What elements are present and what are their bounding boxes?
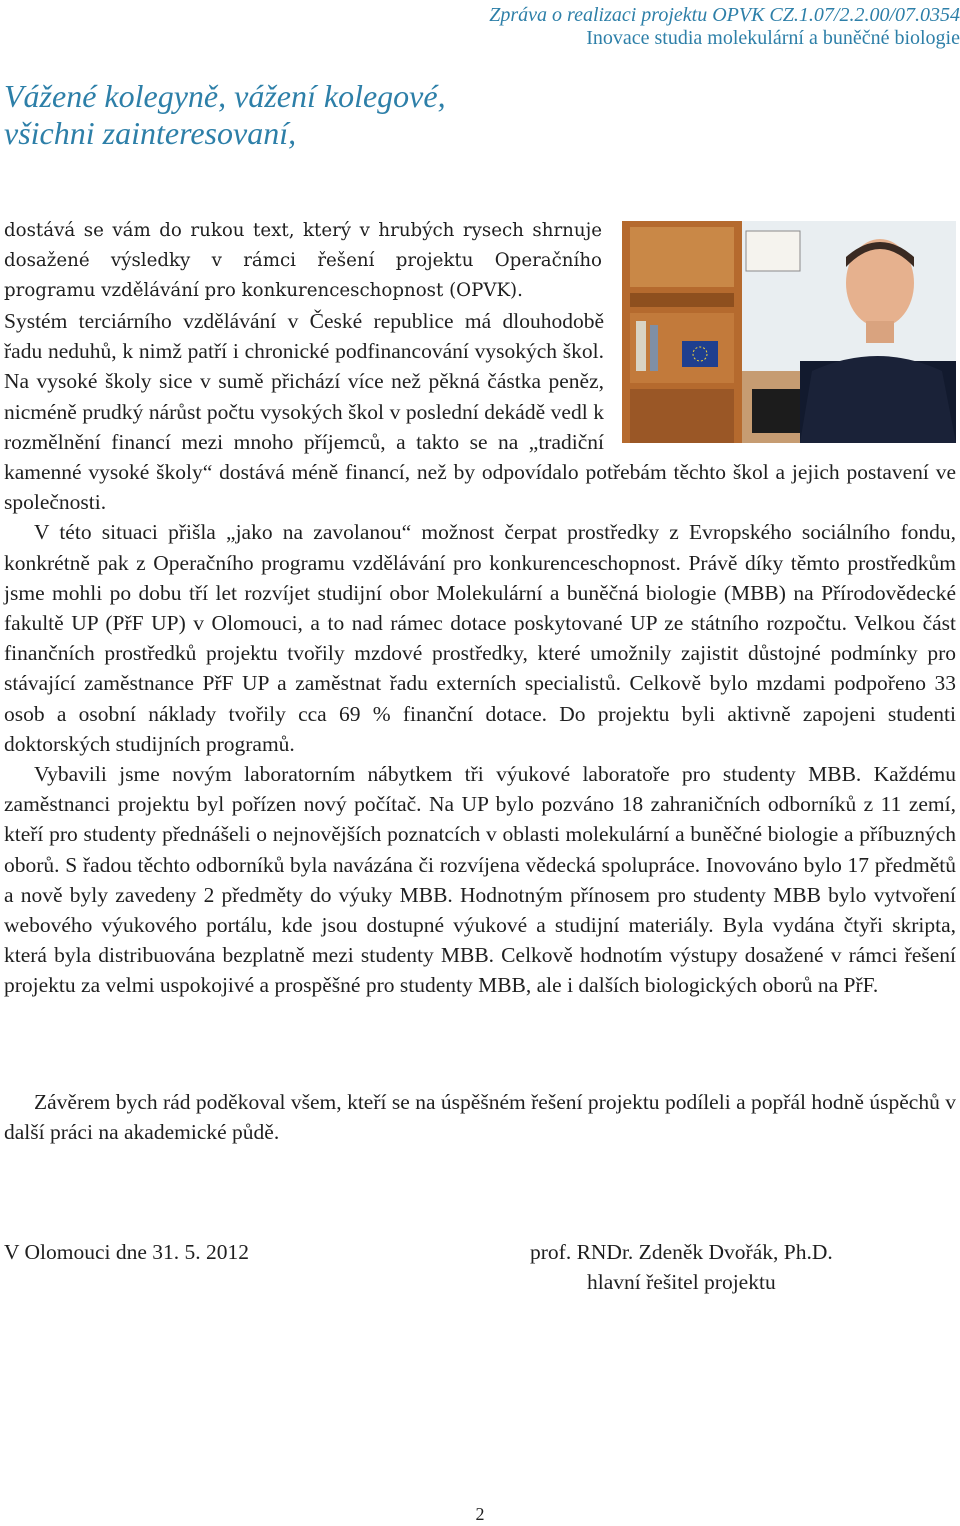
main-body: [4, 306, 956, 1001]
document-header: [440, 4, 960, 50]
header-project-id: Zpráva o realizaci projektu OPVK CZ.1.07/2.2.00/07.0354: [489, 4, 960, 26]
paragraph-2: V této situaci přišla „jako na zavolanou“ možnost čerpat prostředky z Evropského sociálního fondu, konkrétně pak z Operačního programu vzdělávání pro konkurenceschopnost. Právě díky těmto prostředkům jsme mohli po dobu tří let rozvíjet studijní obor Molekulární a buněčná biologie (MBB) na Přírodovědecké fakultě UP (PřF UP) v Olomouci, a to nad rámec dotace poskytované UP ze státního rozpočtu. Velkou část finančních prostředků projektu tvořily mzdové prostředky, které umožnily zajistit důstojné podmínky pro stávající zaměstnance PřF UP a zaměstnat řadu externích specialistů. Celkově bylo mzdami podpořeno 33 osob a osobní náklady tvořily cca 69 % finanční dotace. Do projektu byli aktivně zapojeni studenti doktorských studijních programů.: [4, 520, 956, 756]
place-and-date: V Olomouci dne 31. 5. 2012: [4, 1240, 250, 1264]
paragraph-3: Vybavili jsme novým laboratorním nábytkem tři výukové laboratoře pro studenty MBB. Každému zaměstnanci projektu byl pořízen nový počítač. Na UP bylo pozváno 18 zahraničních odborníků z 11 zemí, kteří pro studenty přednášeli o nejnovějších poznatcích v oblasti molekulární a buněčné biologie a příbuzných oborů. S řadou těchto odborníků byla navázána či rozvíjena vědecká spolupráce. Inovováno bylo 17 předmětů a nově byly zavedeny 2 předměty do výuky MBB. Hodnotným přínosem pro studenty MBB bylo vytvoření webového výukového portálu, kde jsou dostupné výukové a studijní materiály. Byla vydána čtyři skripta, která byla distribuována bezplatně mezi studenty MBB. Celkově hodnotím výstupy dosažené v rámci řešení projektu za velmi uspokojivé a prospěšné pro studenty MBB, ale i dalších biologických oborů na PřF.: [4, 762, 956, 998]
salutation-line-1: Vážené kolegyně, vážení kolegové,: [4, 78, 446, 114]
header-project-title: Inovace studia molekulární a buněčné biologie: [586, 27, 960, 49]
page-number: 2: [475, 1504, 485, 1524]
paragraph-1: Systém terciárního vzdělávání v České republice má dlouhodobě řadu neduhů, k nimž patří i chronické podfinancování vysokých škol. Na vysoké školy sice v sumě přichází více než pěkná částka peněz, nicméně prudký nárůst počtu vysokých škol v poslední dekádě vedl k rozmělnění financí mezi mnoho příjemců, a takto se na „tradiční kamenné vysoké školy“ dostává méně financí, než by odpovídalo potřebám těchto škol a jejich postavení ve společnosti.: [4, 309, 956, 515]
salutation: [4, 78, 704, 152]
signature-block: [530, 1237, 833, 1297]
salutation-line-2: všichni zainteresovaní,: [4, 115, 297, 151]
signature-role: hlavní řešitel projektu: [587, 1270, 776, 1294]
closing-paragraph: Závěrem bych rád poděkoval všem, kteří se na úspěšném řešení projektu podíleli a popřál hodně úspěchů v další práci na akademické půdě.: [4, 1090, 956, 1145]
photo-wrap-spacer: [604, 306, 956, 454]
signature-name: prof. RNDr. Zdeněk Dvořák, Ph.D.: [530, 1240, 833, 1264]
intro-paragraph: dostává se vám do rukou text, který v hrubých rysech shrnuje dosažené výsledky v rámci řešení projektu Operačního programu vzdělávání pro konkurenceschopnost (OPVK).: [4, 220, 602, 301]
